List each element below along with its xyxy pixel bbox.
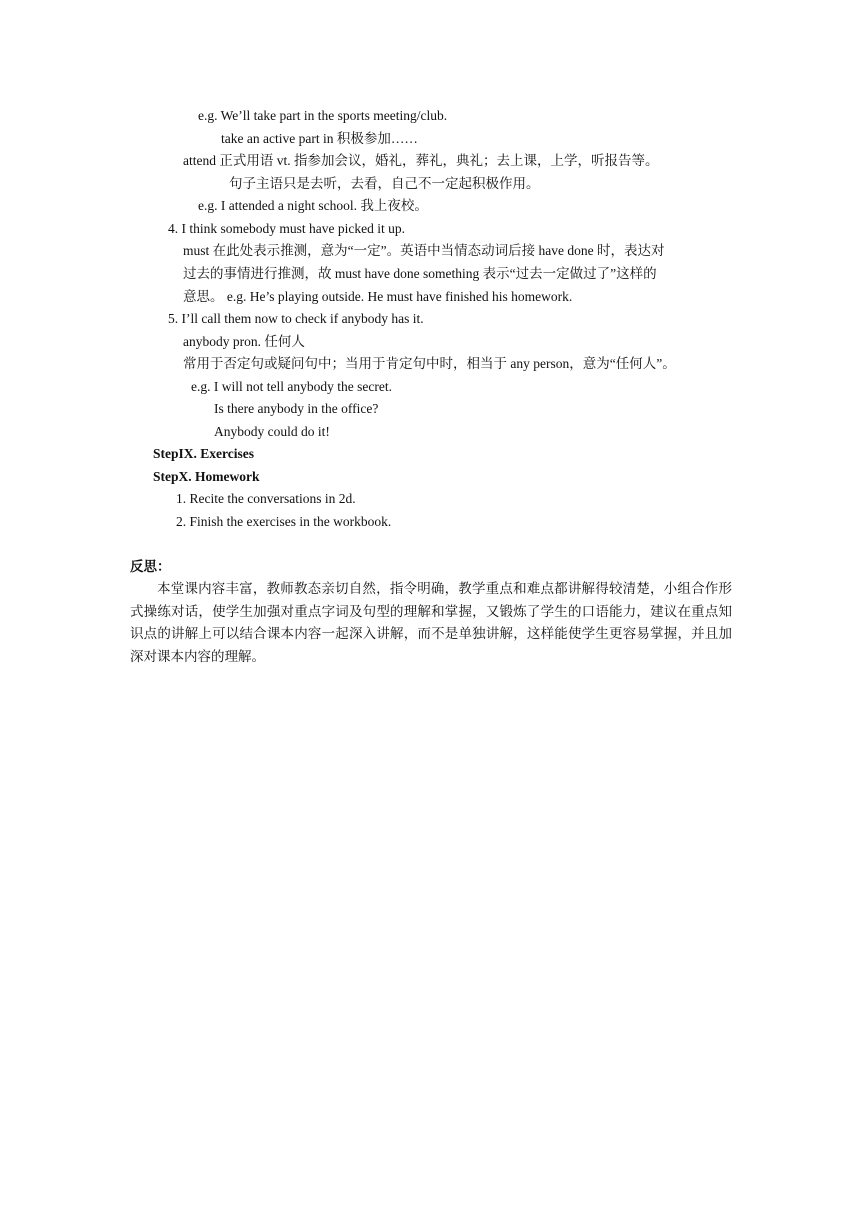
example-attend: e.g. I attended a night school. 我上夜校。 — [198, 198, 428, 213]
homework-item-1: 1. Recite the conversations in 2d. — [176, 491, 356, 506]
homework-item-2: 2. Finish the exercises in the workbook. — [176, 514, 392, 529]
example-take-part: e.g. We’ll take part in the sports meeting/club. — [198, 108, 448, 123]
example-anybody-3: Anybody could do it! — [214, 424, 330, 439]
reflection-body: 本堂课内容丰富，教师教态亲切自然，指令明确，教学重点和难点都讲解得较清楚，小组合作形式操练对话，使学生加强对重点字词及句型的理解和掌握，又锻炼了学生的口语能力，建议在重点知识点的讲解上可以结合课本内容一起深入讲解，而不是单独讲解，这样能使学生更容易掌握，并且加深对课本内容的理解。 — [130, 581, 732, 664]
reflection-title: 反思： — [130, 559, 171, 574]
attend-definition: attend 正式用语 vt. 指参加会议，婚礼，葬礼，典礼；去上课，上学，听报告等。 — [183, 153, 659, 168]
must-explanation-1: must 在此处表示推测，意为“一定”。英语中当情态动词后接 have done 时，表达对 — [183, 243, 665, 258]
attend-note: 句子主语只是去听，去看，自己不一定起积极作用。 — [229, 176, 540, 191]
must-explanation-2: 过去的事情进行推测，故 must have done something 表示“过去一定做过了”这样的 — [183, 266, 657, 281]
anybody-usage: 常用于否定句或疑问句中；当用于肯定句中时，相当于 any person，意为“任何人”。 — [183, 356, 676, 371]
step-x-heading: StepX. Homework — [153, 469, 260, 484]
point-4-heading: 4. I think somebody must have picked it up. — [168, 221, 405, 236]
phrase-take-active-part: take an active part in 积极参加…… — [221, 131, 418, 146]
example-anybody-1: e.g. I will not tell anybody the secret. — [191, 379, 392, 394]
must-explanation-3: 意思。 e.g. He’s playing outside. He must have finished his homework. — [183, 289, 573, 304]
anybody-definition: anybody pron. 任何人 — [183, 334, 305, 349]
example-anybody-2: Is there anybody in the office? — [214, 401, 379, 416]
step-ix-heading: StepIX. Exercises — [153, 446, 254, 461]
point-5-heading: 5. I’ll call them now to check if anybody has it. — [168, 311, 424, 326]
